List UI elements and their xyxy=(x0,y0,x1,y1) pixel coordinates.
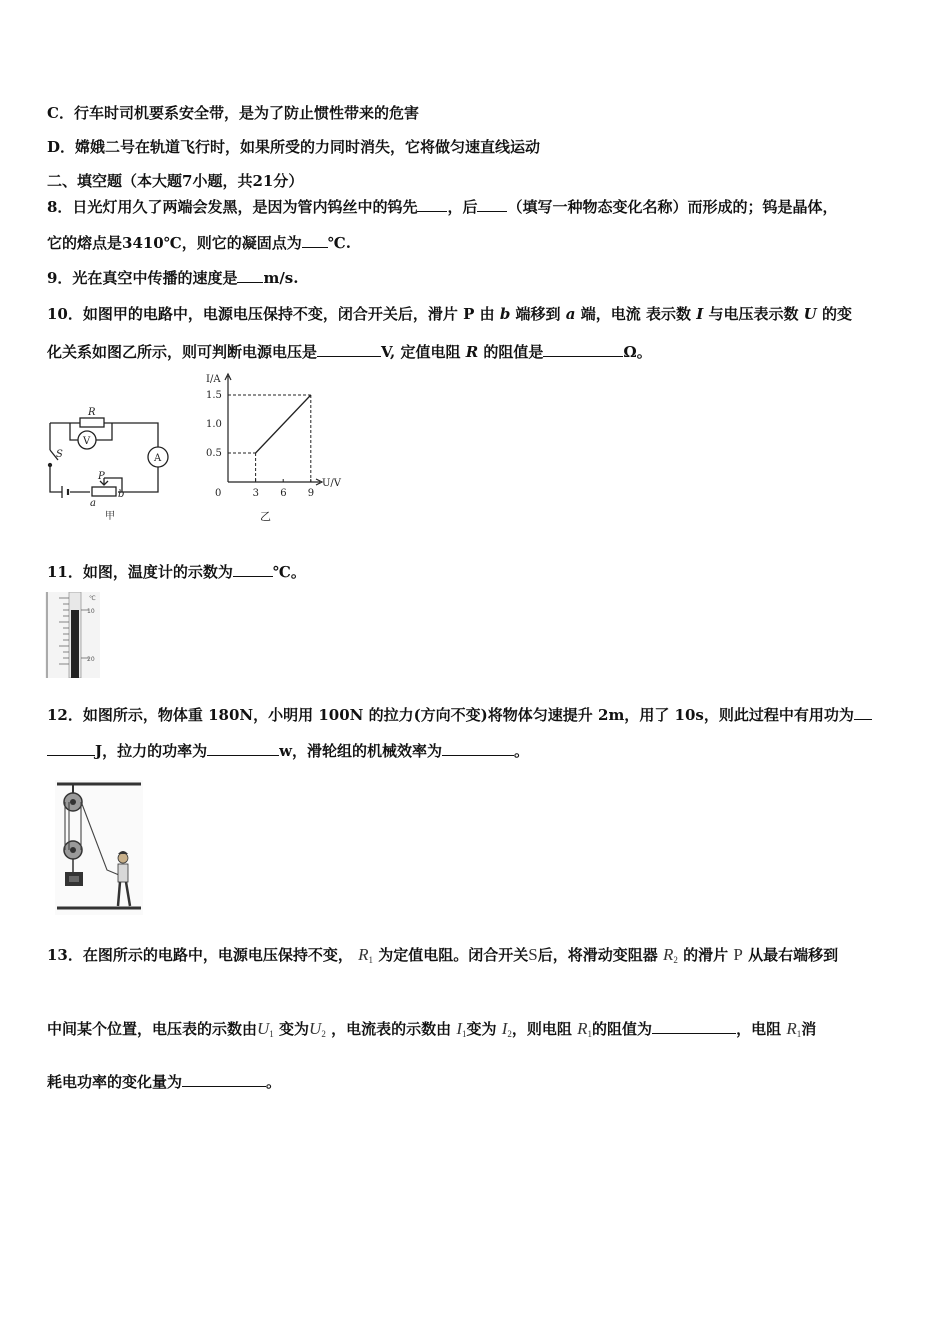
answer-blank[interactable] xyxy=(182,1072,266,1087)
question-8-line1: 8．日光灯用久了两端会发黑，是因为管内钨丝中的钨先 ，后 （填写一种物态变化名称）而形成的；钨是晶体， xyxy=(47,198,838,216)
thermometer-upper-mark: 10 xyxy=(87,608,95,615)
label-P: P xyxy=(98,471,105,482)
x-tick-label: 9 xyxy=(307,488,315,499)
y-tick-label: 0.5 xyxy=(206,448,222,459)
symbol-R1: $R_1$ xyxy=(786,1019,802,1039)
symbol-P: P xyxy=(733,945,743,964)
answer-blank[interactable] xyxy=(233,562,273,577)
pulley-system-image xyxy=(55,780,143,915)
label-A: A xyxy=(154,453,162,464)
x-tick-label: 0 xyxy=(215,488,222,499)
y-tick-label: 1.0 xyxy=(206,419,222,430)
answer-blank[interactable] xyxy=(417,197,447,212)
label-R: R xyxy=(88,407,96,418)
circuit-diagram-jia xyxy=(40,385,190,525)
question-13-line1: 13．在图所示的电路中，电源电压保持不变， $R_1$ 为定值电阻。闭合开关S后，将滑动变阻器 $R_2$ 的滑片 P 从最右端移到 xyxy=(47,945,839,965)
symbol-U2: $U_2$ xyxy=(309,1019,326,1039)
section-heading: 二、填空题（本大题7小题，共21分） xyxy=(47,172,304,190)
label-a: a xyxy=(90,498,96,509)
answer-blank[interactable] xyxy=(652,1019,736,1034)
thermometer-lower-mark: 20 xyxy=(87,656,95,663)
label-V: V xyxy=(83,436,91,447)
question-12-line2: J，拉力的功率为 w，滑轮组的机械效率为 。 xyxy=(47,741,529,761)
answer-blank[interactable] xyxy=(317,342,381,357)
answer-blank[interactable] xyxy=(47,741,95,756)
question-13-line3: 耗电功率的变化量为 。 xyxy=(47,1073,282,1091)
x-tick-label: 6 xyxy=(280,488,287,499)
thermometer-image xyxy=(45,592,100,678)
answer-blank[interactable] xyxy=(207,741,279,756)
x-tick-label: 3 xyxy=(252,488,259,499)
question-11: 11．如图，温度计的示数为 ℃。 xyxy=(47,563,306,581)
symbol-I1: $I_1$ xyxy=(456,1019,467,1039)
symbol-S: S xyxy=(528,945,538,964)
label-S: S xyxy=(56,449,63,460)
question-13-line2: 中间某个位置，电压表的示数由$U_1$ 变为$U_2$ ，电流表的示数由 $I_1$变为 $I_2$，则电阻 $R_1$的阻值为 ，电阻 $R_1$消 xyxy=(47,1019,817,1039)
caption-jia: 甲 xyxy=(105,511,115,522)
option-c: C．行车时司机要系安全带，是为了防止惯性带来的危害 xyxy=(47,104,419,122)
answer-blank[interactable] xyxy=(543,342,623,357)
symbol-I2: $I_2$ xyxy=(501,1019,512,1039)
y-axis-label: I/A xyxy=(206,374,221,385)
caption-yi: 乙 xyxy=(260,510,271,523)
iu-graph-yi xyxy=(200,370,350,530)
answer-blank[interactable] xyxy=(477,197,507,212)
symbol-R1: $R_1$ xyxy=(577,1019,593,1039)
thermometer-unit: ℃ xyxy=(89,595,96,602)
symbol-U1: $U_1$ xyxy=(257,1019,274,1039)
question-12-line1: 12．如图所示，物体重 180N，小明用 100N 的拉力(方向不变)将物体匀速提升 2m，用了 10s，则此过程中有用功为 xyxy=(47,705,872,725)
series-line xyxy=(256,395,311,453)
question-10-line2: 化关系如图乙所示，则可判断电源电压是 V, 定值电阻 R 的阻值是 Ω。 xyxy=(47,343,652,361)
x-axis-label: U/V xyxy=(322,478,342,489)
symbol-R1: $R_1$ xyxy=(358,945,374,965)
question-8-line2: 它的熔点是3410℃，则它的凝固点为 ℃. xyxy=(47,234,351,252)
answer-blank[interactable] xyxy=(442,741,514,756)
question-10-line1: 10．如图甲的电路中，电源电压保持不变，闭合开关后，滑片 P 由 b 端移到 a 端，电流 表示数 I 与电压表示数 U 的变 xyxy=(47,305,852,323)
mercury-column xyxy=(71,610,79,678)
answer-blank[interactable] xyxy=(854,705,872,720)
y-tick-label: 1.5 xyxy=(206,390,222,401)
answer-blank[interactable] xyxy=(302,233,328,248)
answer-blank[interactable] xyxy=(237,268,263,283)
symbol-R2: $R_2$ xyxy=(662,945,678,965)
label-b: b xyxy=(118,489,125,500)
option-d: D．嫦娥二号在轨道飞行时，如果所受的力同时消失，它将做匀速直线运动 xyxy=(47,138,541,156)
question-9: 9．光在真空中传播的速度是 m/s. xyxy=(47,269,299,287)
